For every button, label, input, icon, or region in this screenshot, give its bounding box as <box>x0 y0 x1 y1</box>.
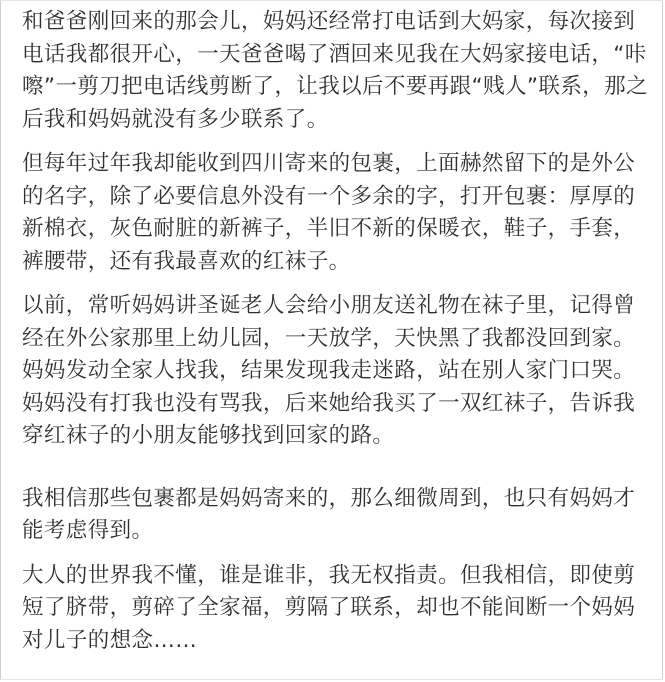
article-body <box>22 6 650 657</box>
paragraph-4: 我相信那些包裹都是妈妈寄来的，那么细微周到，也只有妈妈才能考虑得到。 <box>22 485 636 543</box>
paragraph-5: 大人的世界我不懂，谁是谁非，我无权指责。但我相信，即使剪短了脐带，剪碎了全家福，剪隔了联系，却也不能间断一个妈妈对儿子的想念…… <box>22 562 636 653</box>
paragraph-2: 但每年过年我却能收到四川寄来的包裹，上面赫然留下的是外公的名字，除了必要信息外没有一个多余的字，打开包裹：厚厚的新棉衣，灰色耐脏的新裤子，半旧不新的保暖衣，鞋子，手套，裤腰带，还有我最喜欢的红袜子。 <box>22 151 636 274</box>
paragraph-3: 以前，常听妈妈讲圣诞老人会给小朋友送礼物在袜子里，记得曾经在外公家那里上幼儿园，一天放学，天快黑了我都没回到家。妈妈发动全家人找我，结果发现我走迷路，站在别人家门口哭。妈妈没有打我也没有骂我，后来她给我买了一双红袜子，告诉我穿红袜子的小朋友能够找到回家的路。 <box>22 293 636 448</box>
paragraph-1: 和爸爸刚回来的那会儿，妈妈还经常打电话到大妈家，每次接到电话我都很开心，一天爸爸喝了酒回来见我在大妈家接电话，“咔嚓”一剪刀把电话线剪断了，让我以后不要再跟“贱人”联系，那之后我和妈妈就没有多少联系了。 <box>22 9 648 132</box>
